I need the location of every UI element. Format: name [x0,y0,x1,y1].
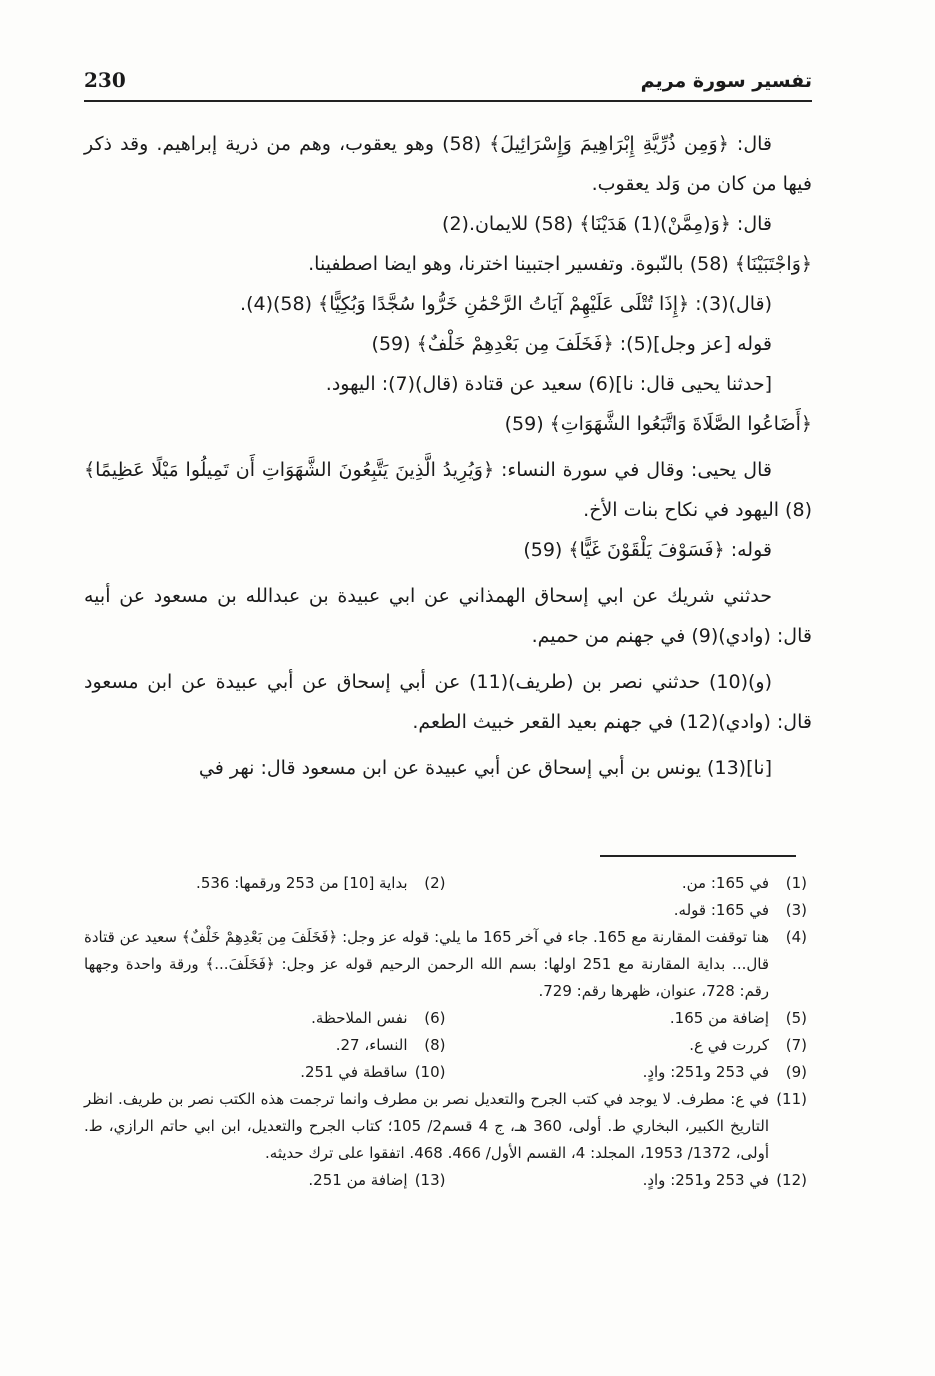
footnotes [84,870,807,1194]
paragraph: [حدثنا يحيى قال: نا](6) سعيد عن قتادة (قال)(7): اليهود. [325,373,772,395]
footnote-number: (12) [776,1171,807,1189]
paragraph: قال: ﴿وَ(مِمَّنْ)(1) هَدَيْنَا﴾ (58) للايمان.(2) [442,213,772,235]
footnote-text: كررت في ع. [689,1036,769,1054]
paragraph: (و)(10) حدثني نصر بن (طريف)(11) عن أبي إسحاق عن أبي عبيدة عن ابن مسعود قال: (وادي)(12) في جهنم بعيد القعر خبيث الطعم. [84,671,812,733]
footnote-row [84,1032,807,1059]
footnote-number: (2) [424,874,446,892]
page-header [84,60,812,102]
footnote-row [84,1167,807,1194]
paragraph: قال يحيى: وقال في سورة النساء: ﴿وَيُرِيدُ الَّذِينَ يَتَّبِعُونَ الشَّهَوَاتِ أَن تَمِيلُوا مَيْلًا عَظِيمًا﴾(8) اليهود في نكاح بنات الأخ. [84,459,812,521]
paragraph: [نا](13) يونس بن أبي إسحاق عن أبي عبيدة عن ابن مسعود قال: نهر في [198,757,772,779]
footnote-text: في ع: مطرف. لا يوجد في كتب الجرح والتعديل نصر بن مطرف وانما ترجمت هذه الكتب نصر بن طريف. انظر التاريخ الكبير، البخاري ط. أولى، 360 هـ، ج 4 قسم2/ 105؛ كتاب الجرح والتعديل، ابن ابي حاتم الرازي، ط. أولى، 1372/ 1953، المجلد: 4، القسم الأول/ 466. 468. اتفقوا على ترك حديثه. [84,1090,769,1162]
footnote-text: في 253 و251: وادٍ. [642,1171,769,1189]
footnote-row [84,897,807,924]
footnote-text: إضافة من 251. [308,1171,408,1189]
footnote-text: في 165: من. [681,874,769,892]
footnote-text: هنا توقفت المقارنة مع 165. جاء في آخر 165 ما يلي: قوله عز وجل: ﴿فَخَلَفَ مِن بَعْدِهِمْ خَلْفٌ﴾ سعيد عن قتادة قال... بداية المقارنة مع 251 اولها: بسم الله الرحمن الرحيم قوله عز وجل: ﴿فَخَلَفَ...﴾ ورقة واحدة وجهها رقم: 728، عنوان، ظهرها رقم: 729. [84,928,770,1000]
page-number: 230 [84,68,126,92]
footnote-row [84,924,807,1005]
main-text [84,124,812,788]
paragraph: ﴿وَاجْتَبَيْنَا﴾ (58) بالنّبوة. وتفسير اجتبينا اخترنا، وهو ايضا اصطفينا. [308,253,812,275]
footnote-text: إضافة من 165. [669,1009,769,1027]
footnote-number: (13) [414,1171,446,1189]
footnote-number: (5) [785,1009,807,1027]
footnote-text: في 165: قوله. [673,901,769,919]
footnote-number: (3) [785,901,807,919]
footnote-row [84,1059,807,1086]
footnote-number: (6) [424,1009,446,1027]
running-title: تفسير سورة مريم [640,70,812,92]
paragraph: حدثني شريك عن ابي إسحاق الهمذاني عن ابي عبيدة بن عبدالله بن مسعود عن أبيه قال: (وادي)(9) في جهنم من حميم. [84,585,812,647]
paragraph: قال: ﴿وَمِن ذُرِّيَّةِ إِبْرَاهِيمَ وَإِسْرَائِيلَ﴾ (58) وهو يعقوب، وهم من ذرية إبراهيم. وقد ذكر فيها من كان من وَلد يعقوب. [84,133,812,195]
footnote-text: نفس الملاحظة. [311,1009,408,1027]
paragraph: ﴿أَضَاعُوا الصَّلَاةَ وَاتَّبَعُوا الشَّهَوَاتِ﴾ (59) [504,413,812,435]
footnote-text: بداية [10] من 253 ورقمها: 536. [196,874,408,892]
footnote-text: ساقطة في 251. [300,1063,408,1081]
footnote-number: (10) [414,1063,446,1081]
footnote-number: (9) [785,1063,807,1081]
footnote-text: في 253 و251: وادٍ. [642,1063,769,1081]
footnote-number: (8) [424,1036,446,1054]
footnote-separator [600,855,796,857]
paragraph: (قال)(3): ﴿إِذَا تُتْلَى عَلَيْهِمْ آيَاتُ الرَّحْمَٰنِ خَرُّوا سُجَّدًا وَبُكِيًّا﴾ (58)(4). [240,293,772,315]
footnote-number: (1) [785,874,807,892]
footnote-row [84,1005,807,1032]
footnote-number: (11) [776,1090,807,1108]
footnote-row [84,1086,807,1167]
footnote-text: النساء، 27. [335,1036,408,1054]
footnote-number: (7) [785,1036,807,1054]
paragraph: قوله: ﴿فَسَوْفَ يَلْقَوْنَ غَيًّا﴾ (59) [523,539,772,561]
footnote-row [84,870,807,897]
paragraph: قوله [عز وجل](5): ﴿فَخَلَفَ مِن بَعْدِهِمْ خَلْفٌ﴾ (59) [371,333,772,355]
footnote-number: (4) [785,928,807,946]
